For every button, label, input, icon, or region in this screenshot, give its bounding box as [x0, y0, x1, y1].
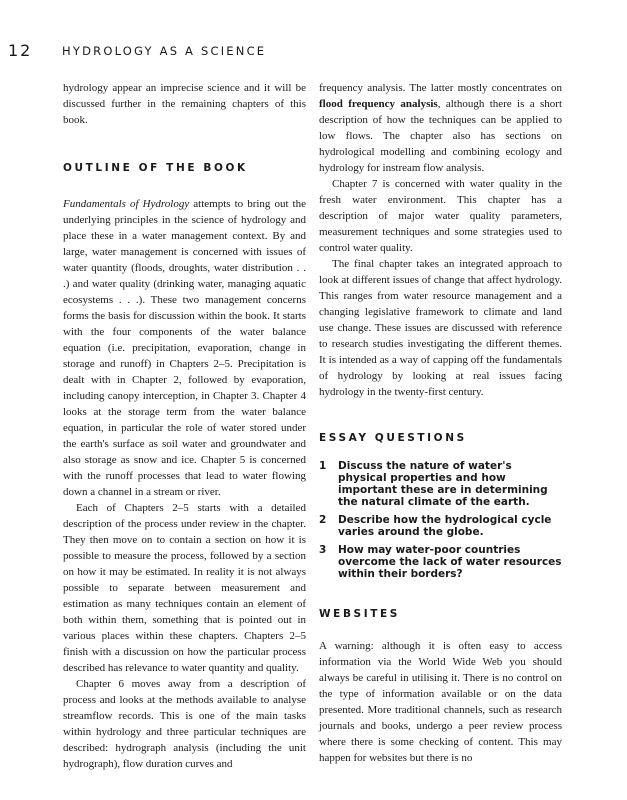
- running-head: HYDROLOGY AS A SCIENCE: [62, 44, 267, 58]
- page-number: 12: [8, 41, 33, 60]
- outline-paragraph-1: [63, 196, 306, 500]
- essay-questions-heading: ESSAY QUESTIONS: [319, 432, 467, 444]
- essay-question: [319, 460, 562, 508]
- left-column: [63, 80, 306, 772]
- websites-paragraph: A warning: although it is often easy to access information via the World Wide Web you should always be careful in utilising it. There is no control on the type of information available or on the data presented. More traditional channels, such as research journals and books, undergo a peer review process where there is some checking of content. This may happen for websites but there is no: [319, 640, 562, 764]
- right-column: [319, 80, 562, 766]
- essay-question: [319, 544, 562, 580]
- question-number: 1: [319, 460, 327, 472]
- frequency-paragraph-start: frequency analysis. The latter mostly concentrates on: [319, 82, 562, 94]
- question-text: Discuss the nature of water's physical properties and how important these are in determining the natural climate of the earth.: [338, 460, 548, 508]
- chapter7-paragraph: Chapter 7 is concerned with water quality in the fresh water environment. This chapter has a description of major water quality parameters, measurement techniques and some strategies used to control water quality.: [319, 178, 562, 254]
- intro-paragraph: hydrology appear an imprecise science and it will be discussed further in the remaining chapters of this book.: [63, 82, 306, 126]
- essay-question: [319, 514, 562, 538]
- question-text: How may water-poor countries overcome the lack of water resources within their borders?: [338, 544, 562, 580]
- websites-heading: WEBSITES: [319, 608, 400, 620]
- essay-questions-list: [319, 460, 562, 580]
- book-title: Fundamentals of Hydrology: [63, 198, 190, 210]
- outline-heading: OUTLINE OF THE BOOK: [63, 162, 248, 174]
- question-number: 2: [319, 514, 327, 526]
- question-text: Describe how the hydrological cycle varies around the globe.: [338, 514, 552, 538]
- frequency-paragraph-end: , although there is a short description of how the techniques can be applied to low flows. The chapter also has sections on hydrological modelling and combining ecology and hydrology for instream flow analysis.: [319, 98, 562, 174]
- outline-paragraph-1-text: attempts to bring out the underlying principles in the science of hydrology and place these in a water management context. By and large, water management is concerned with issues of water quantity (floods, droughts, water distribution . . .) and water quality (drinking water, managing aquatic ecosystems . . .). These two management concerns forms the basis for discussion within the book. It starts with the four components of the water balance equation (i.e. precipitation, evaporation, change in storage and runoff) in Chapters 2–5. Precipitation is dealt with in Chapter 2, followed by evaporation, including canopy interception, in Chapter 3. Chapter 4 looks at the storage term from the water balance equation, in particular the role of water stored under the earth's surface as soil water and groundwater and also storage as snow and ice. Chapter 5 is concerned with the runoff processes that lead to water flowing down a channel in a stream or river.: [63, 198, 306, 498]
- outline-paragraph-2: Each of Chapters 2–5 starts with a detailed description of the process under review in the chapter. They then move on to contain a section on how it is possible to measure the process, followed by a section on how it may be estimated. In reality it is not always possible to separate between measurement and estimation as many techniques contain an element of both within them, something that is pointed out in various places within these chapters. Chapters 2–5 finish with a discussion on how the particular process described has relevance to water quantity and quality.: [63, 502, 306, 674]
- page-header: [8, 41, 267, 60]
- question-number: 3: [319, 544, 327, 556]
- final-chapter-paragraph: The final chapter takes an integrated approach to look at different issues of change that affect hydrology. This ranges from water resource management and a changing legislative framework to climate and land use change. These issues are discussed with reference to research studies investigating the different themes. It is intended as a way of capping off the fundamentals of hydrology by looking at real issues facing hydrology in the twenty-first century.: [319, 258, 562, 398]
- frequency-paragraph: [319, 80, 562, 176]
- outline-paragraph-3: Chapter 6 moves away from a description of process and looks at the methods available to analyse streamflow records. This is one of the main tasks within hydrology and three particular techniques are described: hydrograph analysis (including the unit hydrograph), flow duration curves and: [63, 678, 306, 770]
- flood-frequency-term: flood frequency analysis: [319, 98, 438, 110]
